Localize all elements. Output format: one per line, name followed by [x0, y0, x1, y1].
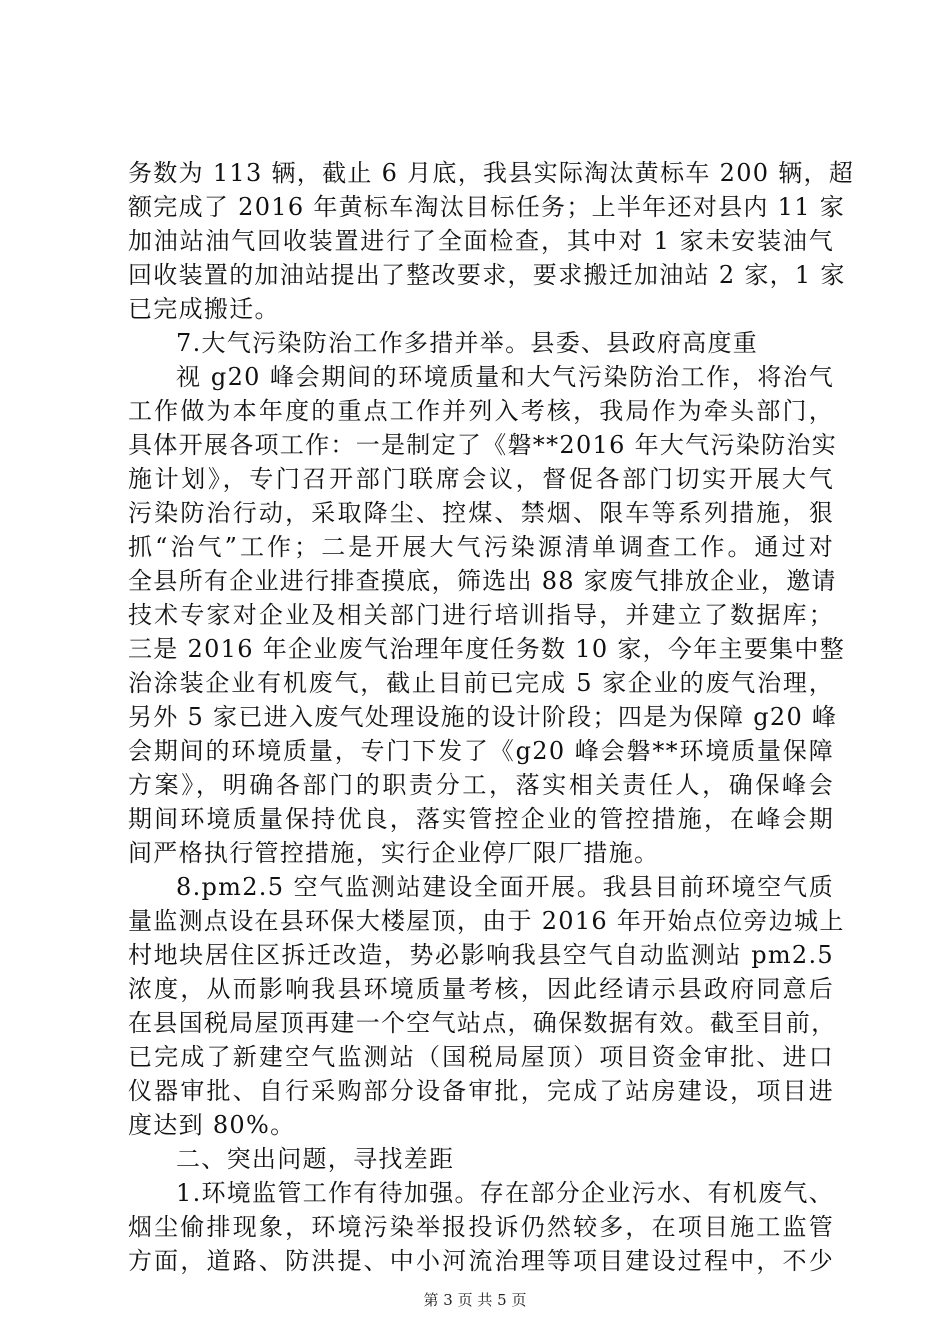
text-line: 在县国税局屋顶再建一个空气站点，确保数据有效。截至目前，: [128, 1009, 837, 1037]
text-line: 工作做为本年度的重点工作并列入考核，我局作为牵头部门，: [128, 397, 834, 425]
text-line: 具体开展各项工作：一是制定了《磐**2016 年大气污染防治实: [128, 431, 838, 459]
text-line: 浓度，从而影响我县环境质量考核，因此经请示县政府同意后: [128, 975, 834, 1003]
text-line: 已完成了新建空气监测站（国税局屋顶）项目资金审批、进口: [128, 1043, 834, 1071]
text-line: 已完成搬迁。: [128, 295, 280, 323]
paragraph-heading: 1.环境监管工作有待加强。存在部分企业污水、有机废气、: [176, 1179, 834, 1207]
text-line: 治涂装企业有机废气，截止目前已完成 5 家企业的废气治理，: [128, 669, 834, 697]
text-line: 仪器审批、自行采购部分设备审批，完成了站房建设，项目进: [128, 1077, 834, 1105]
page-number: 第 3 页 共 5 页: [423, 1291, 527, 1309]
section-heading: 二、突出问题，寻找差距: [176, 1145, 455, 1173]
text-line: 污染防治行动，采取降尘、控煤、禁烟、限车等系列措施，狠: [128, 499, 834, 527]
text-line: 加油站油气回收装置进行了全面检查，其中对 1 家未安装油气: [128, 227, 834, 255]
text-line: 回收装置的加油站提出了整改要求，要求搬迁加油站 2 家，1 家: [128, 261, 846, 289]
text-line: 度达到 80%。: [128, 1111, 296, 1139]
text-line: 烟尘偷排现象，环境污染举报投诉仍然较多，在项目施工监管: [128, 1213, 834, 1241]
paragraph-heading: 7.大气污染防治工作多措并举。县委、县政府高度重: [176, 329, 759, 357]
text-line: 视 g20 峰会期间的环境质量和大气污染防治工作，将治气: [176, 363, 834, 391]
text-line: 施计划》，专门召开部门联席会议，督促各部门切实开展大气: [128, 465, 834, 493]
text-line: 方面，道路、防洪提、中小河流治理等项目建设过程中，不少: [128, 1247, 834, 1275]
text-line: 另外 5 家已进入废气处理设施的设计阶段；四是为保障 g20 峰: [128, 703, 838, 731]
text-line: 技术专家对企业及相关部门进行培训指导，并建立了数据库；: [128, 601, 834, 629]
text-line: 间严格执行管控措施，实行企业停厂限厂措施。: [128, 839, 660, 867]
text-line: 村地块居住区拆迁改造，势必影响我县空气自动监测站 pm2.5: [128, 941, 834, 969]
paragraph-heading: 8.pm2.5 空气监测站建设全面开展。我县目前环境空气质: [176, 873, 834, 901]
text-line: 三是 2016 年企业废气治理年度任务数 10 家，今年主要集中整: [128, 635, 846, 663]
text-line: 额完成了 2016 年黄标车淘汰目标任务；上半年还对县内 11 家: [128, 193, 846, 221]
text-line: 务数为 113 辆，截止 6 月底，我县实际淘汰黄标车 200 辆，超: [128, 159, 855, 187]
text-line: 抓“治气”工作；二是开展大气污染源清单调查工作。通过对: [128, 533, 834, 561]
text-line: 方案》，明确各部门的职责分工，落实相关责任人，确保峰会: [128, 771, 834, 799]
text-line: 全县所有企业进行排查摸底，筛选出 88 家废气排放企业，邀请: [128, 567, 837, 595]
text-line: 会期间的环境质量，专门下发了《g20 峰会磐**环境质量保障: [128, 737, 834, 765]
text-line: 期间环境质量保持优良，落实管控企业的管控措施，在峰会期: [128, 805, 834, 833]
text-line: 量监测点设在县环保大楼屋顶，由于 2016 年开始点位旁边城上: [128, 907, 845, 935]
